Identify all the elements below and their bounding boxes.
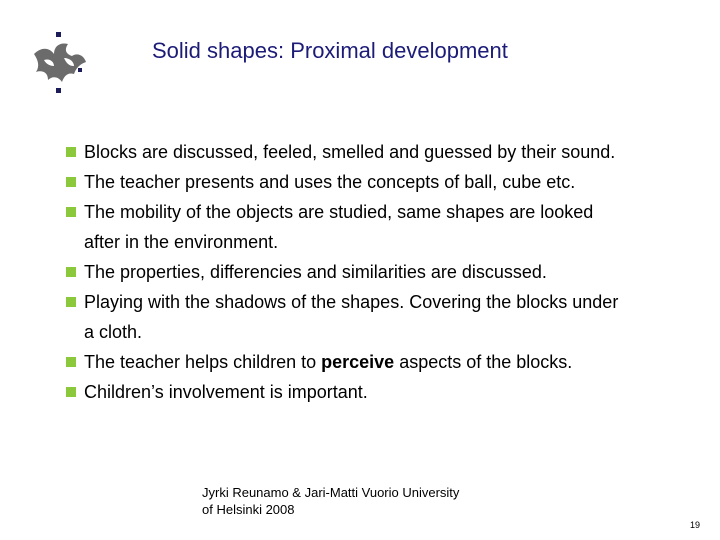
bullet-text: Children’s involvement is important.	[84, 382, 368, 402]
bullet-item	[66, 137, 706, 167]
bullet-item	[66, 347, 706, 377]
bullet-continuation: after in the environment.	[84, 232, 279, 252]
bullet-item	[66, 377, 706, 407]
slide-title: Solid shapes: Proximal development	[152, 38, 508, 63]
bullet-text-post: aspects of the blocks.	[394, 352, 573, 372]
footer-credit	[202, 484, 522, 518]
bullet-text: Blocks are discussed, feeled, smelled and guessed by their sound.	[84, 142, 616, 162]
bullet-square-icon	[66, 297, 76, 307]
bullet-square-icon	[66, 357, 76, 367]
bullet-square-icon	[66, 147, 76, 157]
university-flame-logo-icon	[24, 30, 90, 96]
bullet-continuation: a cloth.	[84, 322, 143, 342]
bullet-square-icon	[66, 207, 76, 217]
bullet-text-bold: perceive	[321, 352, 395, 372]
bullet-text-pre: The teacher helps children to	[84, 352, 322, 372]
bullet-square-icon	[66, 267, 76, 277]
bullet-text: The mobility of the objects are studied, same shapes are looked	[84, 202, 594, 222]
footer-line-1: Jyrki Reunamo & Jari-Matti Vuorio University	[202, 485, 460, 500]
bullet-square-icon	[66, 177, 76, 187]
page-number: 19	[690, 520, 701, 530]
bullet-item	[66, 167, 706, 197]
bullet-item	[66, 287, 706, 317]
bullet-text: The teacher presents and uses the concepts of ball, cube etc.	[84, 172, 576, 192]
bullet-text: Playing with the shadows of the shapes. Covering the blocks under	[84, 292, 619, 312]
bullet-square-icon	[66, 387, 76, 397]
bullet-list	[66, 137, 706, 407]
bullet-text: The properties, differencies and similarities are discussed.	[84, 262, 547, 282]
bullet-item	[66, 257, 706, 287]
footer-line-2: of Helsinki 2008	[202, 502, 295, 517]
bullet-item	[66, 197, 706, 227]
